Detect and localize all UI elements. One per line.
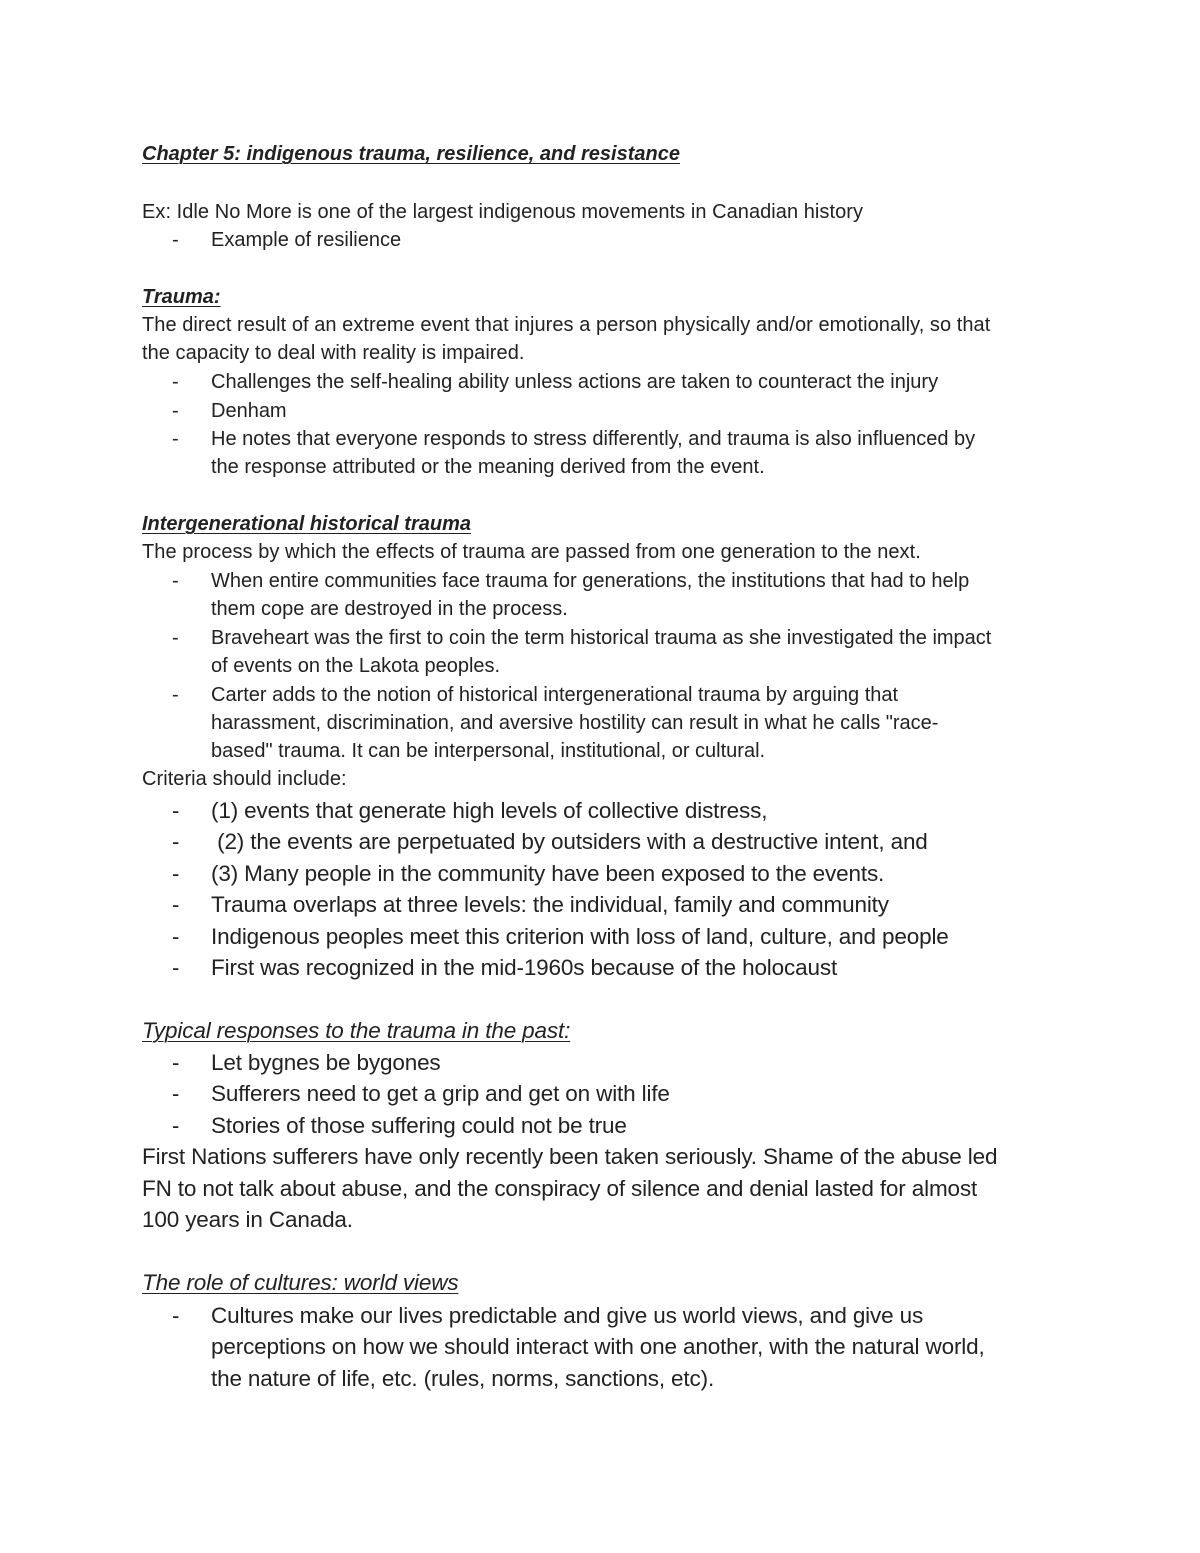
- bullet-dash: -: [172, 892, 180, 917]
- intergenerational-bullet-continuation: based" trauma. It can be interpersonal, institutional, or cultural.: [211, 740, 766, 762]
- criteria-label: Criteria should include:: [142, 768, 347, 790]
- intergenerational-bullet: Braveheart was the first to coin the term historical trauma as she investigated the impact: [211, 627, 992, 649]
- criteria-item: (1) events that generate high levels of collective distress,: [211, 798, 768, 823]
- intergenerational-bullet-continuation: them cope are destroyed in the process.: [211, 598, 568, 620]
- responses-bullet: Stories of those suffering could not be true: [211, 1113, 627, 1138]
- trauma-bullet: Denham: [211, 400, 287, 422]
- responses-paragraph-line: FN to not talk about abuse, and the conspiracy of silence and denial lasted for almost: [142, 1176, 978, 1201]
- bullet-dash: -: [172, 428, 179, 450]
- bullet-dash: -: [172, 1113, 180, 1138]
- trauma-heading: Trauma:: [142, 286, 221, 308]
- trauma-bullet: Challenges the self-healing ability unless actions are taken to counteract the injury: [211, 371, 939, 393]
- criteria-item: (2) the events are perpetuated by outsiders with a destructive intent, and: [211, 829, 928, 854]
- responses-heading: Typical responses to the trauma in the past:: [142, 1018, 571, 1043]
- bullet-dash: -: [172, 684, 179, 706]
- trauma-bullet-continuation: the response attributed or the meaning derived from the event.: [211, 456, 765, 478]
- criteria-item: (3) Many people in the community have been exposed to the events.: [211, 861, 885, 886]
- example-bullet: Example of resilience: [211, 229, 402, 251]
- intergenerational-bullet: Carter adds to the notion of historical intergenerational trauma by arguing that: [211, 684, 899, 706]
- trauma-bullet: He notes that everyone responds to stress differently, and trauma is also influenced by: [211, 428, 976, 450]
- responses-paragraph-line: 100 years in Canada.: [142, 1207, 353, 1232]
- bullet-dash: -: [172, 1303, 180, 1328]
- bullet-dash: -: [172, 798, 180, 823]
- bullet-dash: -: [172, 229, 179, 251]
- bullet-dash: -: [172, 924, 180, 949]
- cultures-bullet-continuation: perceptions on how we should interact with one another, with the natural world,: [211, 1334, 985, 1359]
- example-text: Ex: Idle No More is one of the largest indigenous movements in Canadian history: [142, 201, 863, 223]
- bullet-dash: -: [172, 1050, 180, 1075]
- bullet-dash: -: [172, 627, 179, 649]
- bullet-dash: -: [172, 400, 179, 422]
- bullet-dash: -: [172, 861, 180, 886]
- trauma-definition-line: The direct result of an extreme event that injures a person physically and/or emotionally, so that: [142, 314, 991, 336]
- criteria-item: Indigenous peoples meet this criterion with loss of land, culture, and people: [211, 924, 949, 949]
- cultures-bullet-continuation: the nature of life, etc. (rules, norms, sanctions, etc).: [211, 1366, 715, 1391]
- bullet-dash: -: [172, 570, 179, 592]
- criteria-item: First was recognized in the mid-1960s because of the holocaust: [211, 955, 838, 980]
- intergenerational-bullet: When entire communities face trauma for generations, the institutions that had to help: [211, 570, 970, 592]
- criteria-item: Trauma overlaps at three levels: the individual, family and community: [211, 892, 889, 917]
- cultures-bullet: Cultures make our lives predictable and give us world views, and give us: [211, 1303, 924, 1328]
- bullet-dash: -: [172, 829, 180, 854]
- bullet-dash: -: [172, 371, 179, 393]
- cultures-heading: The role of cultures: world views: [142, 1270, 459, 1295]
- responses-paragraph-line: First Nations sufferers have only recently been taken seriously. Shame of the abuse led: [142, 1144, 998, 1169]
- trauma-definition-line: the capacity to deal with reality is impaired.: [142, 342, 525, 364]
- intergenerational-bullet-continuation: of events on the Lakota peoples.: [211, 655, 501, 677]
- responses-bullet: Sufferers need to get a grip and get on with life: [211, 1081, 670, 1106]
- bullet-dash: -: [172, 955, 180, 980]
- intergenerational-bullet-continuation: harassment, discrimination, and aversive hostility can result in what he calls "race-: [211, 712, 939, 734]
- intergenerational-definition: The process by which the effects of trauma are passed from one generation to the next.: [142, 541, 921, 563]
- bullet-dash: -: [172, 1081, 180, 1106]
- intergenerational-heading: Intergenerational historical trauma: [142, 513, 471, 535]
- chapter-title: Chapter 5: indigenous trauma, resilience, and resistance: [142, 143, 680, 165]
- responses-bullet: Let bygnes be bygones: [211, 1050, 441, 1075]
